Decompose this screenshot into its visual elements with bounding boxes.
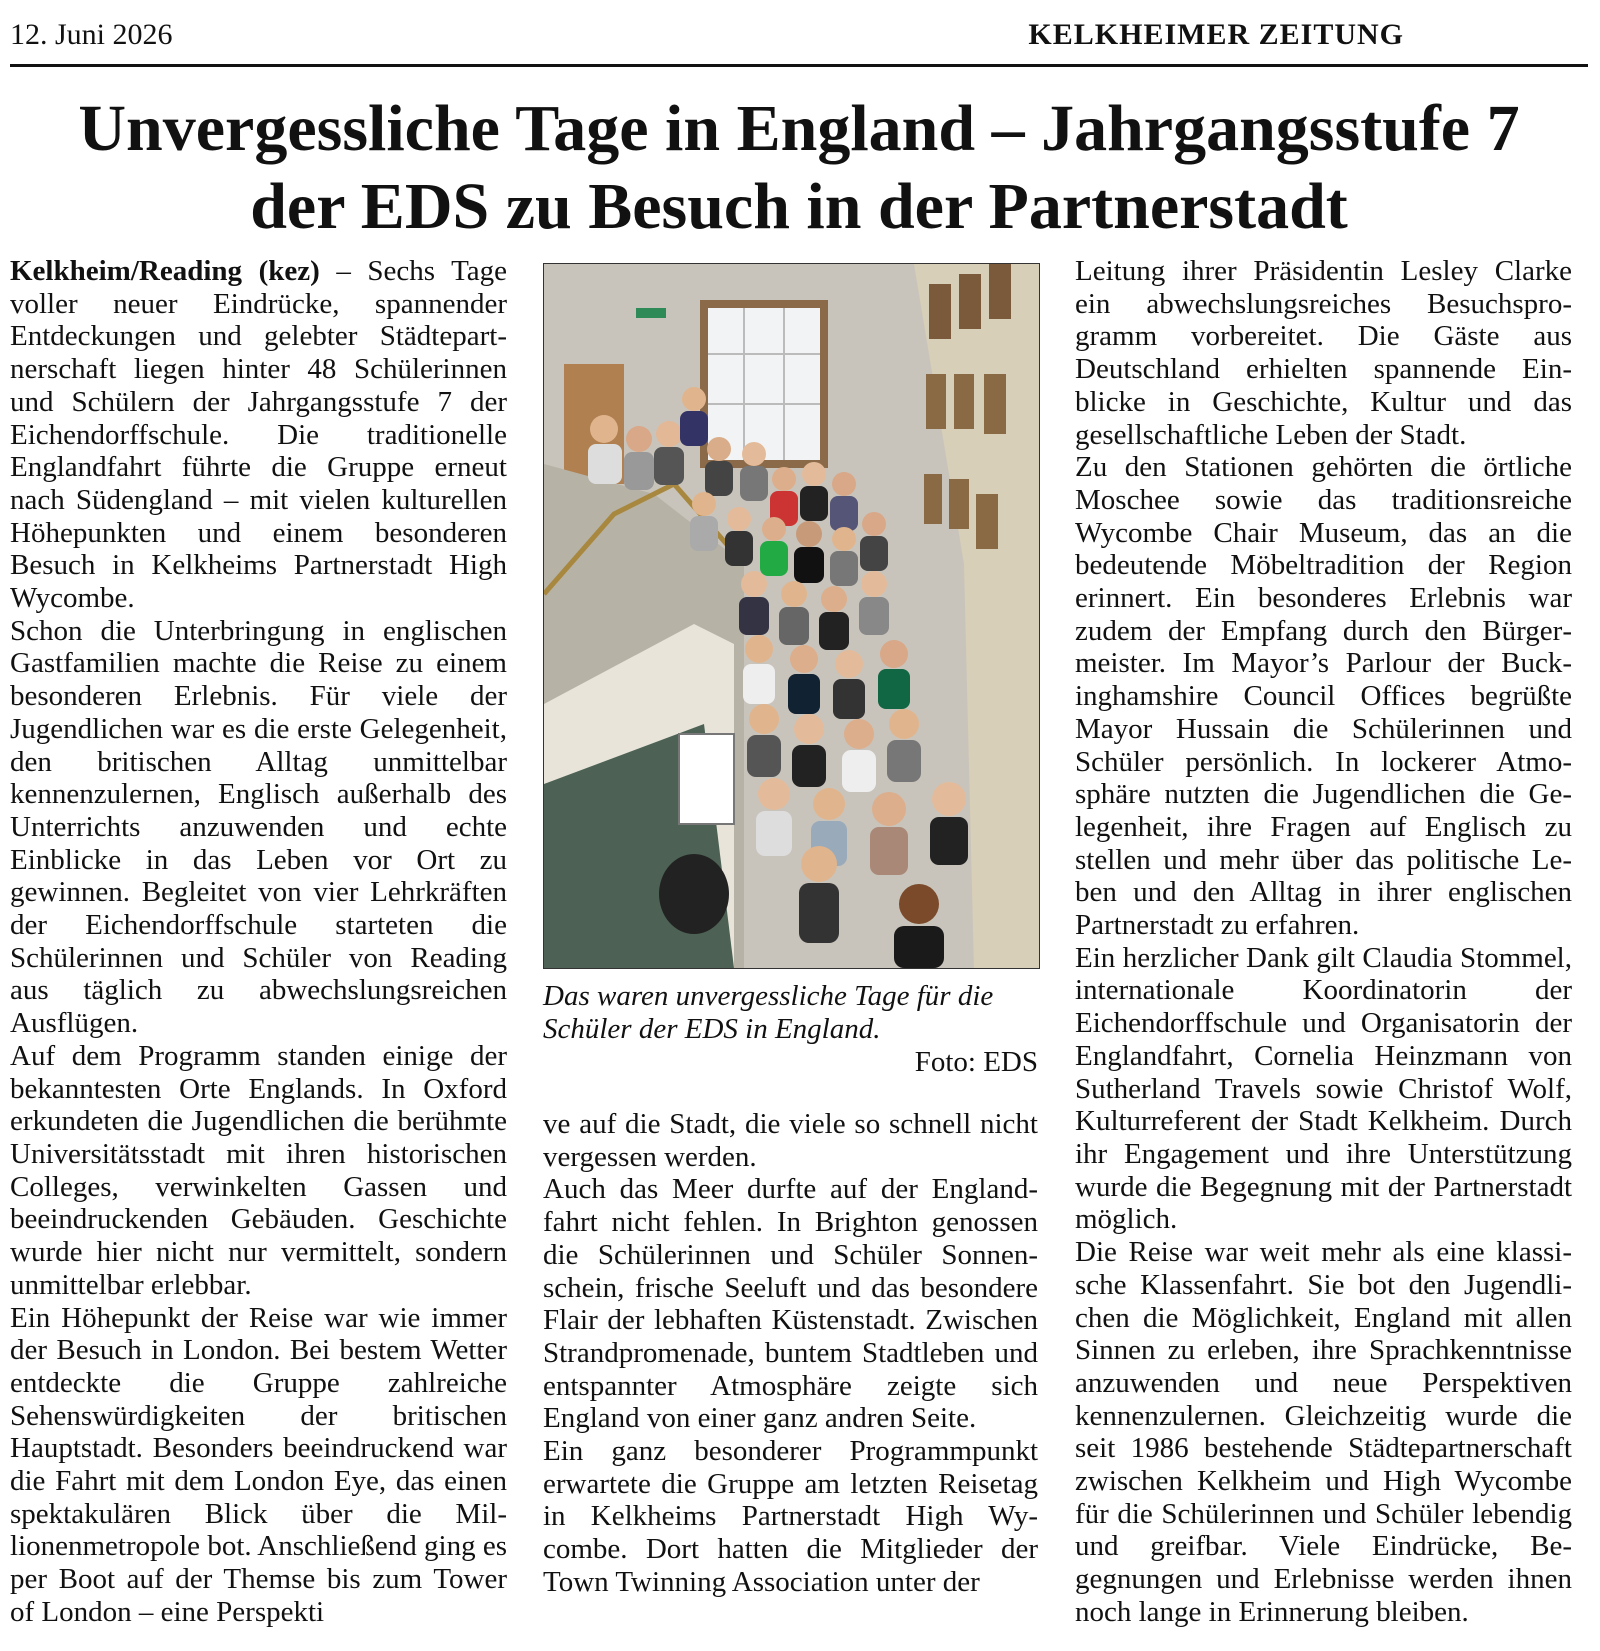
newspaper-name: KELKHEIMER ZEITUNG [1028,18,1404,51]
issue-date: 12. Juni 2026 [10,18,173,51]
article-paragraph-6-end: Leitung ihrer Präsidentin Lesley Clarke ein abwechslungsreiches Besuchsprogramm vorbereitet. Die Gäste aus Deutschland erhielten spannende Einblicke in Geschichte, Kultur und das gesellschaftliche Leben der Stadt. [1075,255,1572,451]
article-headline [10,90,1588,246]
headline-line-1: Unvergessliche Tage in England – Jahrgangsstufe 7 [78,92,1520,165]
article-column-1 [10,255,507,1629]
dateline: Kelkheim/Reading (kez) [10,255,320,287]
group-photo-image [544,264,1039,968]
article-column-3 [1075,255,1572,1629]
header-rule [10,64,1588,67]
article-paragraph-4-start: Ein Höhepunkt der Reise war wie immer der Besuch in London. Bei bestem Wetter entdeckte die Gruppe zahlreiche Sehenswürdigkeiten der britischen Hauptstadt. Besonders beeindruckend war die Fahrt mit dem London Eye, das einen spektakulären Blick über die Millionenmetropole bot. Anschließend ging es per Boot auf der Themse bis zum Tower of London – eine Perspekti [10,1301,507,1628]
group-photo [543,263,1040,969]
article-paragraph-7: Zu den Stationen gehörten die örtliche Moschee sowie das traditionsreiche Wycombe Chair Museum, das an die bedeutende Möbeltradition der Region erinnert. Ein besonderes Erlebnis war zudem der Empfang durch den Bürgermeister. Im Mayor’s Parlour der Buckinghamshire Council Offices begrüßte Mayor Hussain die Schülerinnen und Schüler persönlich. In lockerer Atmosphäre nutzten die Jugendlichen die Gelegenheit, ihre Fragen auf Englisch zu stellen und mehr über das politische Leben und den Alltag in ihrer englischen Partnerstadt zu erfahren. [1075,451,1572,942]
article-paragraph-8: Ein herzlicher Dank gilt Claudia Stommel, internationale Koordinatorin der Eichendorffschule und Organisatorin der Englandfahrt, Cornelia Heinzmann von Sutherland Travels sowie Christof Wolf, Kulturreferent der Stadt Kelkheim. Durch ihr Engagement und ihre Unterstützung wurde die Begegnung mit der Partnerstadt möglich. [1075,941,1572,1236]
article-paragraph-2: Schon die Unterbringung in englischen Gastfamilien machte die Reise zu einem besonderen Erlebnis. Für viele der Jugendlichen war es die erste Gelegenheit, den britischen Alltag unmittelbar kennenzulernen, Englisch außerhalb des Unterrichts anzuwenden und echte Einblicke in das Leben vor Ort zu gewinnen. Begleitet von vier Lehrkräften der Eichendorffschule starteten die Schülerinnen und Schüler von Reading aus täglich zu abwechslungsreichen Ausflügen. [10,614,507,1040]
photo-caption: Das waren unvergessliche Tage für die Schüler der EDS in England. [543,980,994,1045]
photo-credit: Foto: EDS [914,1046,1038,1078]
article-paragraph-6-start: Ein ganz besonderer Programmpunkt erwartete die Gruppe am letzten Reisetag in Kelkheims Partnerstadt High Wycombe. Dort hatten die Mitglieder der Town Twinning Association unter der [543,1435,1038,1598]
article-paragraph-9: Die Reise war weit mehr als eine klassische Klassenfahrt. Sie bot den Jugendlichen die Möglichkeit, England mit allen Sinnen zu erleben, ihre Sprachkenntnisse anzuwenden und neue Perspektiven kennenzulernen. Gleichzeitig wurde die seit 1986 bestehende Städtepartnerschaft zwischen Kelkheim und High Wycombe für die Schülerinnen und Schüler lebendig und greifbar. Viele Eindrücke, Begegnungen und Erlebnisse werden ihnen noch lange in Erinnerung bleiben. [1075,1236,1572,1628]
article-column-2 [543,1108,1038,1599]
article-paragraph-4-end: ve auf die Stadt, die viele so schnell nicht vergessen werden. [543,1108,1038,1173]
headline-line-2: der EDS zu Besuch in der Partnerstadt [250,170,1348,243]
paragraph-1-text: – Sechs Tage voller neuer Eindrücke, spannender Entdeckungen und gelebter Städtepartnerschaft liegen hinter 48 Schülerinnen und Schülern der Jahrgangsstufe 7 der Eichendorffschule. Die traditionelle Englandfahrt führte die Gruppe erneut nach Südengland – mit vielen kulturellen Höhepunkten und einem besonderen Besuch in Kelkheims Partnerstadt High Wycombe. [10,255,507,615]
article-paragraph-5: Auch das Meer durfte auf der Englandfahrt nicht fehlen. In Brighton genossen die Schülerinnen und Schüler Sonnenschein, frische Seeluft und das besondere Flair der lebhaften Küstenstadt. Zwischen Strandpromenade, buntem Stadtleben und entspannter Atmosphäre zeigte sich England von einer ganz andren Seite. [543,1173,1038,1435]
page-header [10,18,1588,54]
article-paragraph-3: Auf dem Programm standen einige der bekanntesten Orte Englands. In Oxford erkundeten die Jugendlichen die berühmte Universitätsstadt mit ihren historischen Colleges, verwinkelten Gassen und beeindruckenden Gebäuden. Geschichte wurde hier nicht nur vermittelt, sondern unmittelbar erlebbar. [10,1039,507,1301]
article-paragraph-1 [10,255,507,615]
